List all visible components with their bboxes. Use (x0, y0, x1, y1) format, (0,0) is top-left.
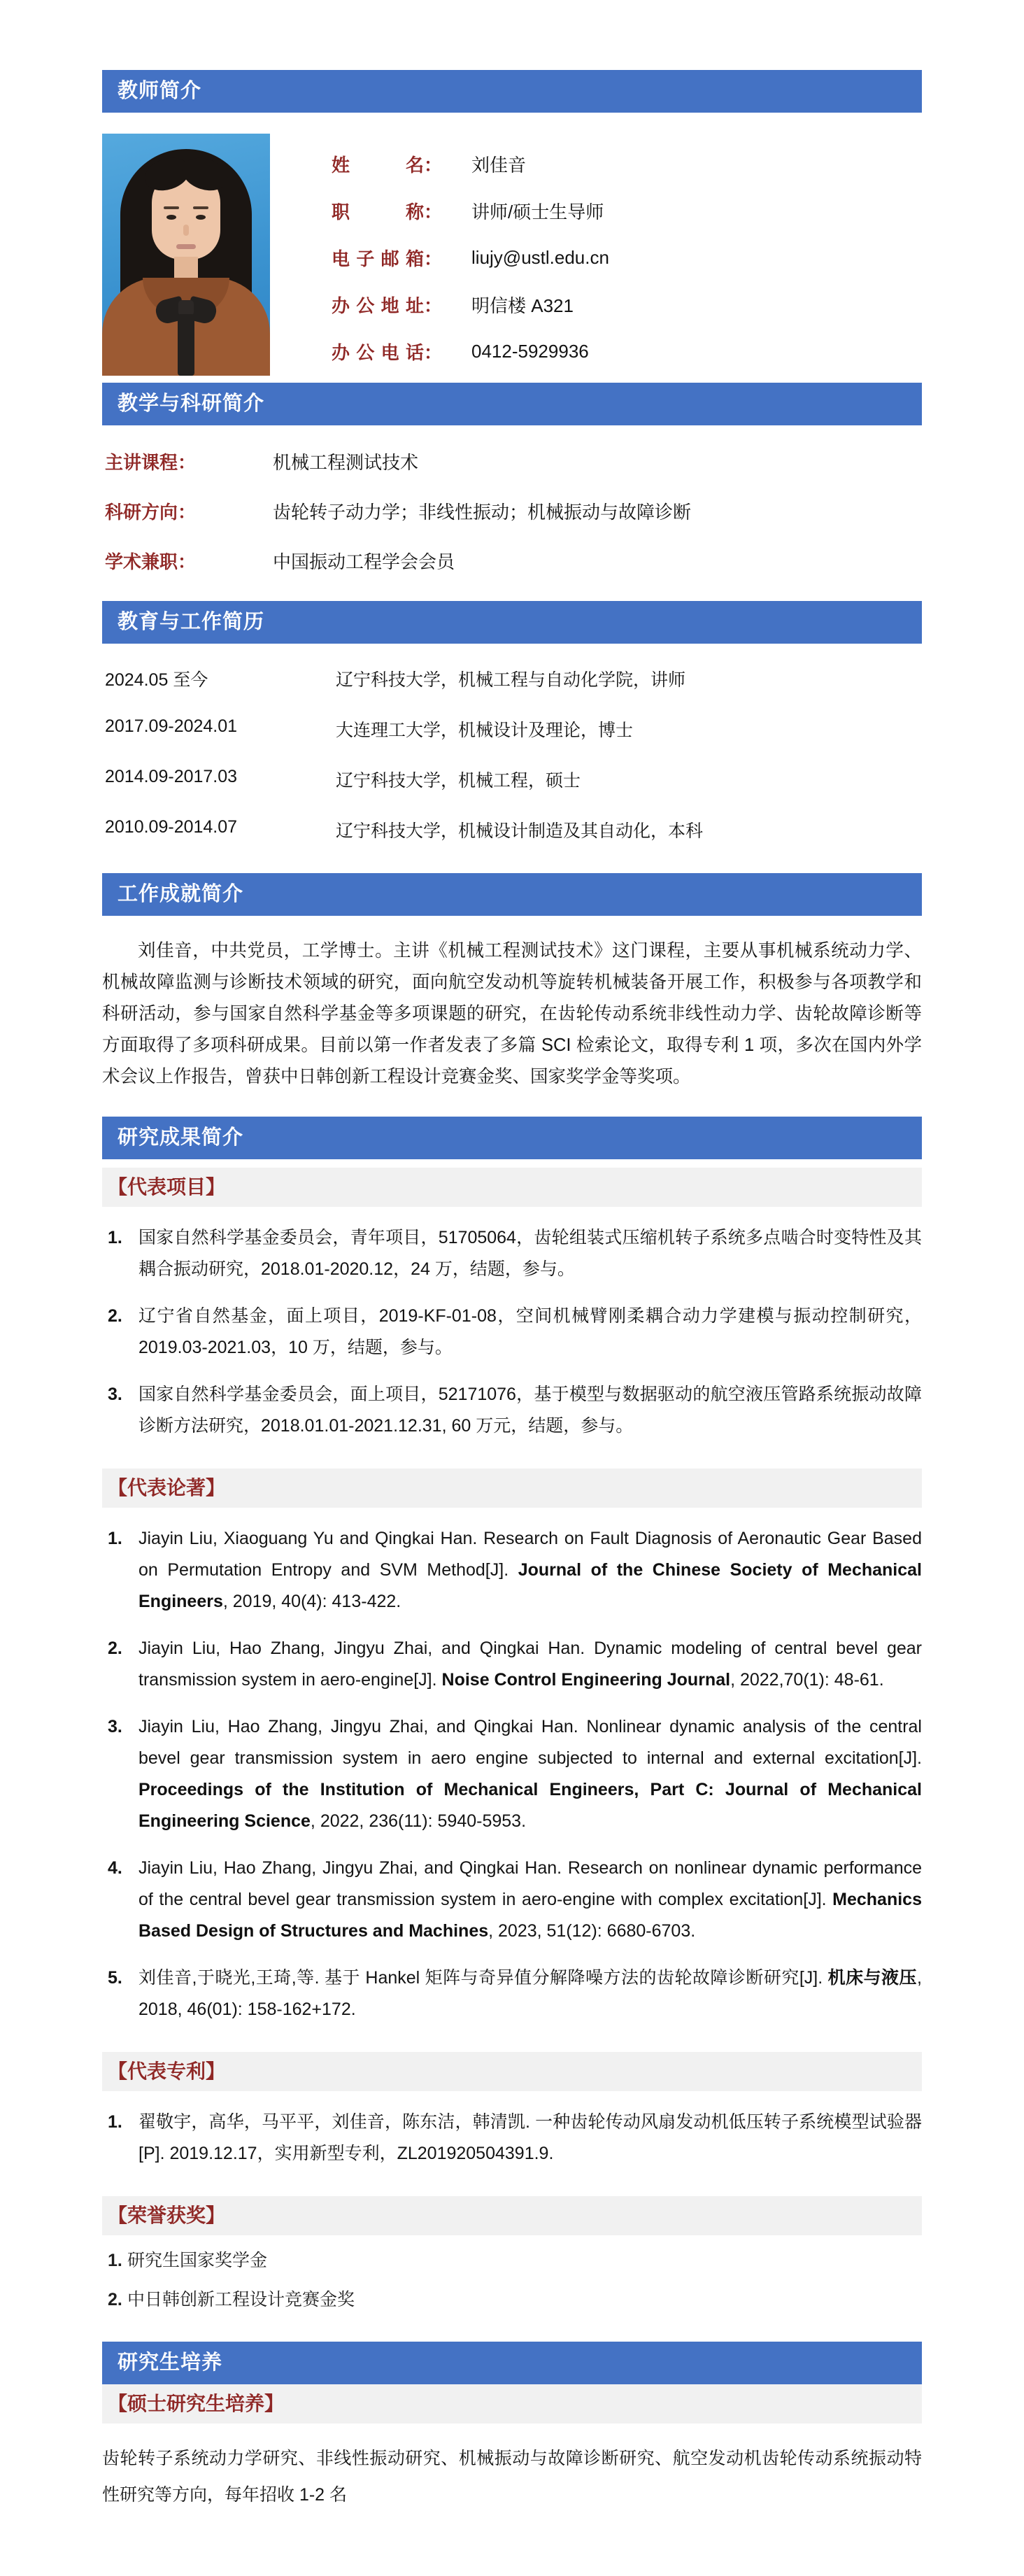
section-banner-work-achievements (102, 873, 922, 916)
journal-name: Mechanics Based Design of Structures and Machines (138, 1890, 922, 1941)
field-title-label: 职称 (332, 201, 424, 222)
photo-brow-right (193, 206, 208, 209)
colon: ： (424, 248, 443, 269)
item-number: 3. (108, 1385, 122, 1404)
field-name-value: 刘佳音 (471, 155, 527, 176)
project-text: 国家自然科学基金委员会，面上项目，52171076，基于模型与数据驱动的航空液压管路系统振动故障诊断方法研究，2018.01.01-2021.12.31, 60 万元，结题，参与。 (138, 1385, 922, 1436)
colon: ： (424, 155, 443, 176)
publication-item (102, 1962, 922, 2025)
publication-item (102, 1711, 922, 1837)
publication-citation: Jiayin Liu, Xiaoguang Yu and Qingkai Han. Research on Fault Diagnosis of Aeronautic Gear Based on Permutation Entropy and SVM Method[J]. (138, 1529, 922, 1580)
journal-name: Noise Control Engineering Journal (441, 1670, 731, 1690)
subheading-representative-patents: 【代表专利】 (102, 2052, 922, 2091)
education-row (105, 754, 922, 805)
patents-list (102, 2107, 922, 2170)
research-direction-label: 科研方向： (105, 502, 197, 523)
project-text: 辽宁省自然基金，面上项目，2019-KF-01-08，空间机械臂刚柔耦合动力学建模与振动控制研究，2019.03-2021.03，10 万，结题，参与。 (138, 1306, 922, 1357)
item-number: 1. (108, 2112, 122, 2132)
patent-text: 翟敬宇，高华，马平平，刘佳音，陈东洁，韩清凯. 一种齿轮传动风扇发动机低压转子系统模型试验器[P]. 2019.12.17，实用新型专利，ZL201920504391.9. (138, 2112, 922, 2163)
item-number: 1. (108, 1228, 122, 1247)
section-title: 工作成就简介 (118, 883, 244, 905)
projects-list (102, 1222, 922, 1442)
academic-posts-label: 学术兼职： (105, 551, 197, 572)
education-row (105, 704, 922, 754)
project-text: 国家自然科学基金委员会，青年项目，51705064，齿轮组装式压缩机转子系统多点啮合时变特性及其耦合振动研究，2018.01-2020.12，24 万，结题，参与。 (138, 1228, 922, 1279)
field-title-value: 讲师/硕士生导师 (471, 201, 604, 222)
publication-text (138, 1853, 922, 1947)
subheading-representative-publications: 【代表论著】 (102, 1469, 922, 1508)
field-office-address-value: 明信楼 A321 (471, 295, 574, 316)
publications-list (102, 1523, 922, 2025)
teaching-rows (102, 425, 922, 601)
publication-volume-pages: , 2018, 46(01): 158-162+172. (138, 1968, 922, 2019)
publication-text (138, 1962, 922, 2025)
project-item (102, 1301, 922, 1364)
subheading-master-training: 【硕士研究生培养】 (102, 2384, 922, 2423)
project-item (102, 1222, 922, 1285)
section-title: 教师简介 (118, 80, 202, 102)
photo-bow-knot (178, 300, 194, 316)
publication-citation: 刘佳音,于晓光,王琦,等. 基于 Hankel 矩阵与奇异值分解降噪方法的齿轮故障诊断研究[J]. (138, 1968, 828, 1988)
publication-citation: Jiayin Liu, Hao Zhang, Jingyu Zhai, and Qingkai Han. Research on nonlinear dynamic performance of the central bevel gear transmission system in aero-engine with complex excitation[J]. (138, 1858, 922, 1909)
item-number: 2. (108, 2290, 122, 2309)
section-title: 研究生培养 (118, 2351, 223, 2374)
profile-photo (102, 134, 270, 376)
field-office-address-label: 办公地址 (332, 295, 424, 316)
patent-item (102, 2107, 922, 2170)
education-detail: 辽宁科技大学，机械工程与自动化学院，讲师 (336, 670, 686, 690)
journal-name: 机床与液压 (827, 1968, 918, 1988)
field-email (332, 234, 609, 281)
spacer (102, 2170, 922, 2188)
honors-list (102, 2246, 922, 2314)
item-number: 1. (108, 1529, 122, 1548)
photo-nose (183, 225, 189, 236)
education-period: 2014.09-2017.03 (105, 767, 238, 786)
publication-volume-pages: , 2022, 236(11): 5940-5953. (310, 1811, 527, 1831)
section-title: 研究成果简介 (118, 1126, 244, 1149)
section-banner-research-results (102, 1117, 922, 1159)
item-number: 5. (108, 1968, 122, 1988)
publication-citation: Jiayin Liu, Hao Zhang, Jingyu Zhai, and Qingkai Han. Dynamic modeling of central bevel gear transmission system in aero-engine[J]. (138, 1639, 922, 1690)
section-title: 教学与科研简介 (118, 392, 265, 415)
photo-eye-right (196, 215, 206, 220)
field-name-label: 姓名 (332, 155, 424, 176)
section-banner-graduate-training (102, 2342, 922, 2384)
honor-text: 研究生国家奖学金 (127, 2251, 268, 2270)
courses-label: 主讲课程： (105, 452, 197, 473)
field-office-phone-label: 办公电话 (332, 342, 424, 363)
publication-text (138, 1633, 922, 1696)
spacer (102, 1442, 922, 1460)
teaching-row-research-direction (105, 486, 922, 536)
subheading-representative-projects: 【代表项目】 (102, 1168, 922, 1207)
education-period: 2010.09-2014.07 (105, 817, 238, 837)
education-detail: 辽宁科技大学，机械工程，硕士 (336, 771, 581, 791)
education-period: 2024.05 至今 (105, 670, 208, 690)
item-number: 2. (108, 1639, 122, 1658)
page-container (102, 0, 922, 2576)
courses-value: 机械工程测试技术 (273, 452, 419, 473)
honor-item (102, 2246, 922, 2274)
field-name (332, 141, 609, 187)
journal-name: Journal of the Chinese Society of Mechanical Engineers (138, 1560, 923, 1611)
teaching-row-academic-posts (105, 536, 922, 586)
publication-volume-pages: , 2023, 51(12): 6680-6703. (488, 1921, 696, 1941)
graduate-training-text: 齿轮转子系统动力学研究、非线性振动研究、机械振动与故障诊断研究、航空发动机齿轮传动系统振动特性研究等方向，每年招收 1-2 名 (102, 2449, 922, 2505)
teaching-row-courses (105, 437, 922, 486)
education-row (105, 805, 922, 855)
publication-item (102, 1633, 922, 1696)
publication-citation: Jiayin Liu, Hao Zhang, Jingyu Zhai, and Qingkai Han. Nonlinear dynamic analysis of the central bevel gear transmission system in aero engine subjected to internal and external excitation[J]. (138, 1717, 922, 1768)
journal-name: Proceedings of the Institution of Mechanical Engineers, Part C: Journal of Mechanical Engineering Science (138, 1780, 922, 1831)
honor-text: 中日韩创新工程设计竞赛金奖 (127, 2290, 355, 2309)
field-office-phone-value: 0412-5929936 (471, 341, 589, 362)
honor-item (102, 2286, 922, 2314)
spacer (102, 2025, 922, 2044)
section-title: 教育与工作简历 (118, 611, 265, 633)
education-detail: 大连理工大学，机械设计及理论，博士 (336, 721, 634, 740)
item-number: 4. (108, 1858, 122, 1878)
academic-posts-value: 中国振动工程学会会员 (273, 551, 455, 572)
photo-brow-left (164, 206, 179, 209)
publication-item (102, 1853, 922, 1947)
section-banner-education-history (102, 601, 922, 644)
research-direction-value: 齿轮转子动力学；非线性振动；机械振动与故障诊断 (273, 502, 692, 523)
publication-text (138, 1711, 922, 1837)
achievements-paragraph: 刘佳音，中共党员，工学博士。主讲《机械工程测试技术》这门课程，主要从事机械系统动力学、机械故障监测与诊断技术领域的研究，面向航空发动机等旋转机械装备开展工作，积极参与各项教学和科研活动，参与国家自然科学基金等多项课题的研究，在齿轮传动系统非线性动力学、齿轮故障诊断等方面取得了多项科研成果。目前以第一作者发表了多篇 SCI 检索论文，取得专利 1 项，多次在国内外学术会议上作报告，曾获中日韩创新工程设计竞赛金奖、国家奖学金等奖项。 (102, 941, 922, 1087)
item-number: 2. (108, 1306, 122, 1326)
photo-mouth (176, 244, 196, 249)
education-rows (102, 644, 922, 873)
colon: ： (424, 295, 443, 316)
field-office-phone (332, 328, 609, 375)
profile-block (102, 134, 922, 376)
publication-volume-pages: , 2022,70(1): 48-61. (730, 1670, 884, 1690)
colon: ： (424, 342, 443, 363)
education-period: 2017.09-2024.01 (105, 716, 238, 736)
subheading-honors-awards: 【荣誉获奖】 (102, 2196, 922, 2235)
profile-fields (332, 134, 609, 376)
field-email-value: liujy@ustl.edu.cn (471, 247, 609, 268)
photo-eye-left (166, 215, 176, 220)
education-detail: 辽宁科技大学，机械设计制造及其自动化，本科 (336, 821, 704, 841)
colon: ： (424, 201, 443, 222)
field-office-address (332, 281, 609, 328)
field-email-label: 电子邮箱 (332, 248, 424, 269)
publication-volume-pages: , 2019, 40(4): 413-422. (222, 1592, 401, 1611)
section-banner-teacher-intro (102, 70, 922, 113)
photo-bow-ribbon (178, 314, 194, 376)
project-item (102, 1379, 922, 1442)
education-row (105, 653, 922, 704)
item-number: 1. (108, 2251, 122, 2270)
publication-item (102, 1523, 922, 1618)
field-title (332, 187, 609, 234)
publication-text (138, 1523, 922, 1618)
item-number: 3. (108, 1717, 122, 1736)
section-banner-teaching-research (102, 383, 922, 425)
